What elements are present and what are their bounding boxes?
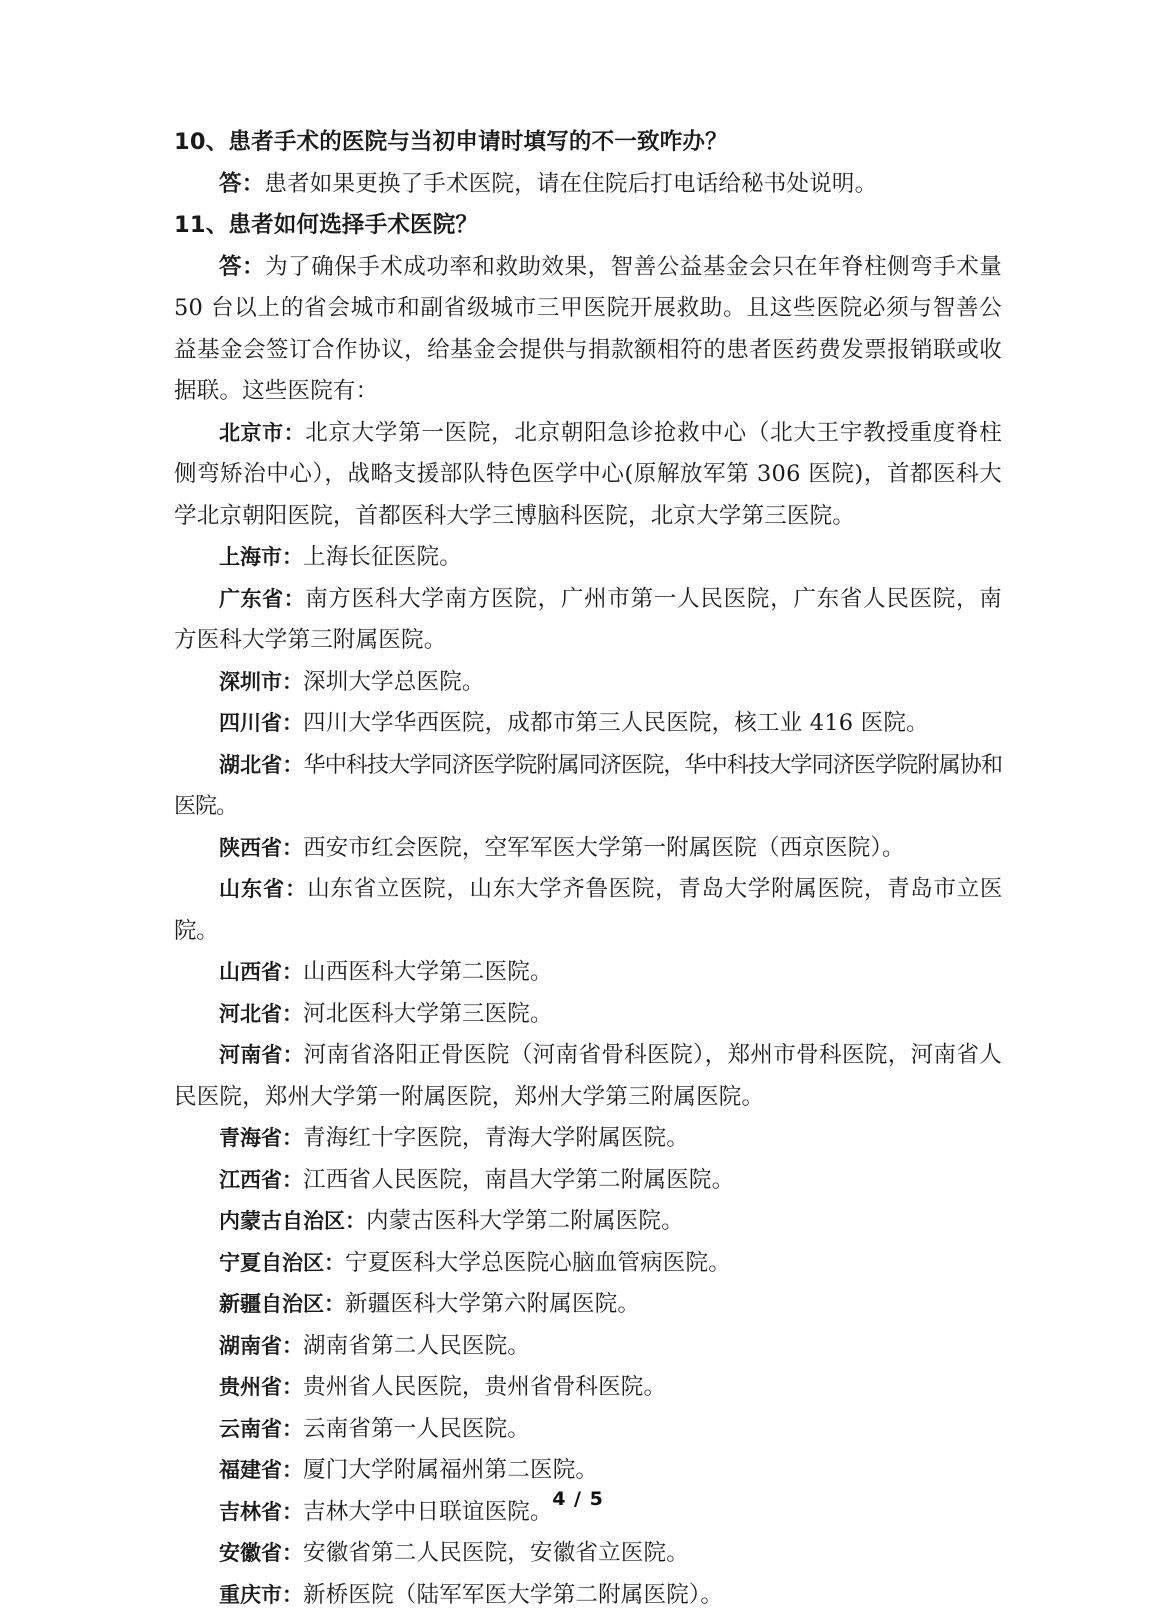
hospital-entry-hubei: [174, 745, 1002, 828]
region-label-qinghai: 青海省：: [219, 1126, 303, 1150]
region-label-shanxi: 山西省：: [219, 960, 303, 984]
hospital-list-anhui: 安徽省第二人民医院，安徽省立医院。: [303, 1540, 689, 1566]
region-label-beijing: 北京市：: [219, 421, 305, 445]
region-label-anhui: 安徽省：: [219, 1541, 303, 1565]
hospital-list-guangdong: 南方医科大学南方医院，广州市第一人民医院，广东省人民医院，南方医科大学第三附属医院。: [174, 586, 1002, 654]
faq-answer-lead-11: 答：: [219, 254, 265, 280]
hospital-entry-yunnan: [174, 1409, 1002, 1451]
region-label-hunan: 湖南省：: [219, 1334, 303, 1358]
hospital-list-qinghai: 青海红十字医院，青海大学附属医院。: [303, 1125, 689, 1151]
hospital-entry-chongqing: [174, 1575, 1002, 1616]
region-label-jiangxi: 江西省：: [219, 1168, 303, 1192]
faq-answer-10: [174, 164, 1002, 206]
hospital-entry-shaanxi: [174, 828, 1002, 870]
hospital-entry-anhui: [174, 1533, 1002, 1575]
faq-answer-text-11: 为了确保手术成功率和救助效果，智善公益基金会只在年脊柱侧弯手术量 50 台以上的省会城市和副省级城市三甲医院开展救助。且这些医院必须与智善公益基金会签订合作协议，给基金会提供与捐款额相符的患者医药费发票报销联或收据联。这些医院有：: [174, 254, 1002, 405]
hospital-list-guizhou: 贵州省人民医院，贵州省骨科医院。: [303, 1374, 666, 1400]
hospital-entry-xinjiang: [174, 1284, 1002, 1326]
hospital-entry-shenzhen: [174, 662, 1002, 704]
hospital-entry-inner-mongolia: [174, 1201, 1002, 1243]
hospital-entry-hunan: [174, 1326, 1002, 1368]
region-label-shaanxi: 陕西省：: [219, 836, 303, 860]
region-label-hubei: 湖北省：: [219, 753, 303, 777]
hospital-entry-shanghai: [174, 537, 1002, 579]
hospital-list-shenzhen: 深圳大学总医院。: [303, 669, 485, 695]
hospital-list-henan: 河南省洛阳正骨医院（河南省骨科医院），郑州市骨科医院，河南省人民医院，郑州大学第一附属医院，郑州大学第三附属医院。: [174, 1042, 1002, 1110]
region-label-sichuan: 四川省：: [219, 711, 303, 735]
region-label-chongqing: 重庆市：: [219, 1583, 303, 1607]
region-label-jilin: 吉林省：: [219, 1500, 303, 1524]
region-label-fujian: 福建省：: [219, 1458, 303, 1482]
hospital-list-inner-mongolia: 内蒙古医科大学第二附属医院。: [366, 1208, 684, 1234]
hospital-entry-shandong: [174, 869, 1002, 952]
faq-answer-text-10: 患者如果更换了手术医院，请在住院后打电话给秘书处说明。: [264, 171, 877, 197]
hospital-list-shandong: 山东省立医院，山东大学齐鲁医院，青岛大学附属医院，青岛市立医院。: [174, 876, 1002, 944]
hospital-list-beijing: 北京大学第一医院，北京朝阳急诊抢救中心（北大王宇教授重度脊柱侧弯矫治中心），战略支援部队特色医学中心(原解放军第 306 医院)，首都医科大学北京朝阳医院，首都医科大学三博脑科医院，北京大学第三医院。: [174, 420, 1002, 529]
hospital-list-shanxi: 山西医科大学第二医院。: [303, 959, 553, 985]
hospital-list-ningxia: 宁夏医科大学总医院心脑血管病医院。: [345, 1250, 731, 1276]
hospital-list-shanghai: 上海长征医院。: [303, 544, 462, 570]
hospital-list-chongqing: 新桥医院（陆军军医大学第二附属医院）。: [303, 1582, 723, 1608]
region-label-ningxia: 宁夏自治区：: [219, 1251, 345, 1275]
faq-number-11: 11、: [174, 212, 228, 238]
hospital-entry-qinghai: [174, 1118, 1002, 1160]
page-content: [174, 122, 1002, 1616]
faq-question-text-11: 患者如何选择手术医院？: [228, 212, 478, 238]
faq-question-10: [174, 122, 1002, 164]
page-number-footer: 4 / 5: [0, 1488, 1156, 1510]
faq-number-10: 10、: [174, 129, 228, 155]
hospital-entry-henan: [174, 1035, 1002, 1118]
hospital-entry-guangdong: [174, 579, 1002, 662]
hospital-entry-beijing: [174, 413, 1002, 538]
hospital-list-jilin: 吉林大学中日联谊医院。: [303, 1499, 553, 1525]
hospital-list-hunan: 湖南省第二人民医院。: [303, 1333, 530, 1359]
hospital-list-shaanxi: 西安市红会医院，空军军医大学第一附属医院（西京医院）。: [303, 835, 905, 861]
hospital-list-hebei: 河北医科大学第三医院。: [303, 1001, 553, 1027]
region-label-shenzhen: 深圳市：: [219, 670, 303, 694]
faq-question-11: [174, 205, 1002, 247]
region-label-inner-mongolia: 内蒙古自治区：: [219, 1209, 366, 1233]
region-label-yunnan: 云南省：: [219, 1417, 303, 1441]
faq-answer-lead-10: 答：: [219, 171, 264, 197]
hospital-entry-jiangxi: [174, 1160, 1002, 1202]
hospital-list-jiangxi: 江西省人民医院，南昌大学第二附属医院。: [303, 1167, 734, 1193]
hospital-entry-fujian: [174, 1450, 1002, 1492]
region-label-hebei: 河北省：: [219, 1002, 303, 1026]
hospital-entry-shanxi: [174, 952, 1002, 994]
region-label-guangdong: 广东省：: [219, 587, 305, 611]
hospital-entry-hebei: [174, 994, 1002, 1036]
hospital-list-hubei: 华中科技大学同济医学院附属同济医院，华中科技大学同济医学院附属协和医院。: [174, 753, 1002, 820]
region-label-henan: 河南省：: [219, 1043, 304, 1067]
region-label-shandong: 山东省：: [219, 877, 307, 901]
hospital-list-yunnan: 云南省第一人民医院。: [303, 1416, 530, 1442]
hospital-list-xinjiang: 新疆医科大学第六附属医院。: [345, 1291, 640, 1317]
hospital-entry-guizhou: [174, 1367, 1002, 1409]
hospital-list-sichuan: 四川大学华西医院，成都市第三人民医院，核工业 416 医院。: [303, 710, 929, 736]
hospital-entry-sichuan: [174, 703, 1002, 745]
region-label-xinjiang: 新疆自治区：: [219, 1292, 345, 1316]
region-label-shanghai: 上海市：: [219, 545, 303, 569]
hospital-entry-ningxia: [174, 1243, 1002, 1285]
faq-question-text-10: 患者手术的医院与当初申请时填写的不一致咋办？: [228, 129, 727, 155]
faq-answer-11: [174, 247, 1002, 413]
region-label-guizhou: 贵州省：: [219, 1375, 303, 1399]
hospital-list-fujian: 厦门大学附属福州第二医院。: [303, 1457, 598, 1483]
